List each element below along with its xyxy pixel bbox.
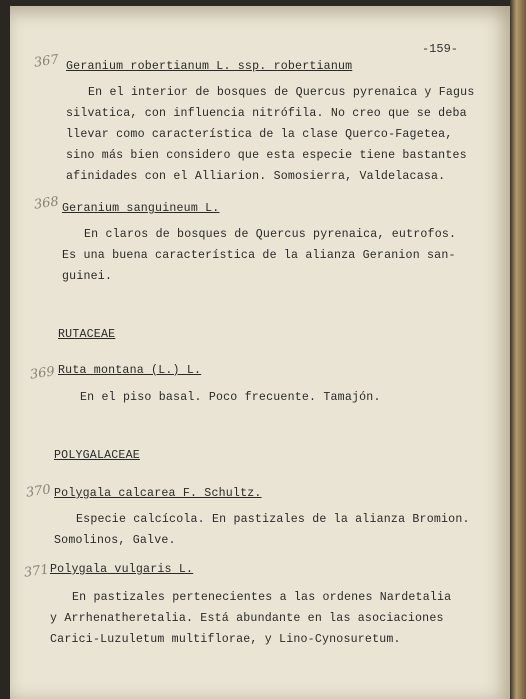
species-title: Geranium sanguineum L. [62,202,220,215]
entry-number: 370 [25,482,52,501]
text-line: silvatica, con influencia nitrófila. No creo que se deba [66,107,467,120]
entry-number: 368 [33,194,60,213]
text-line: Somolinos, Galve. [54,534,176,547]
text-line: En claros de bosques de Quercus pyrenaica, eutrofos. [84,228,457,241]
entry-number: 369 [29,364,56,383]
text-line: En el piso basal. Poco frecuente. Tamajón. [80,391,381,404]
text-line: Es una buena característica de la alianza Geranion san- [62,249,456,262]
entry-number: 367 [33,52,60,71]
text-line: Especie calcícola. En pastizales de la alianza Bromion. [76,513,470,526]
text-line: y Arrhenatheretalia. Está abundante en las asociaciones [50,612,444,625]
text-line: sino más bien considero que esta especie tiene bastantes [66,149,467,162]
species-title: Polygala vulgaris L. [50,563,194,576]
text-line: guinei. [62,270,113,283]
text-line: Carici-Luzuletum multiflorae, y Lino-Cynosuretum. [50,633,401,646]
document-page [10,6,510,699]
page-number: -159- [421,42,458,56]
species-title: Ruta montana (L.) L. [58,364,202,377]
text-line: afinidades con el Alliarion. Somosierra, Valdelacasa. [66,170,446,183]
entry-number: 371 [23,562,50,581]
book-edge [510,0,526,699]
species-title: Polygala calcarea F. Schultz. [54,487,262,500]
text-line: En pastizales pertenecientes a las ordenes Nardetalia [72,591,452,604]
text-line: En el interior de bosques de Quercus pyrenaica y Fagus [88,86,475,99]
family-heading: POLYGALACEAE [54,449,140,462]
species-title: Geranium robertianum L. ssp. robertianum [66,60,353,73]
family-heading: RUTACEAE [58,328,116,341]
text-line: llevar como característica de la clase Querco-Fagetea, [66,128,453,141]
